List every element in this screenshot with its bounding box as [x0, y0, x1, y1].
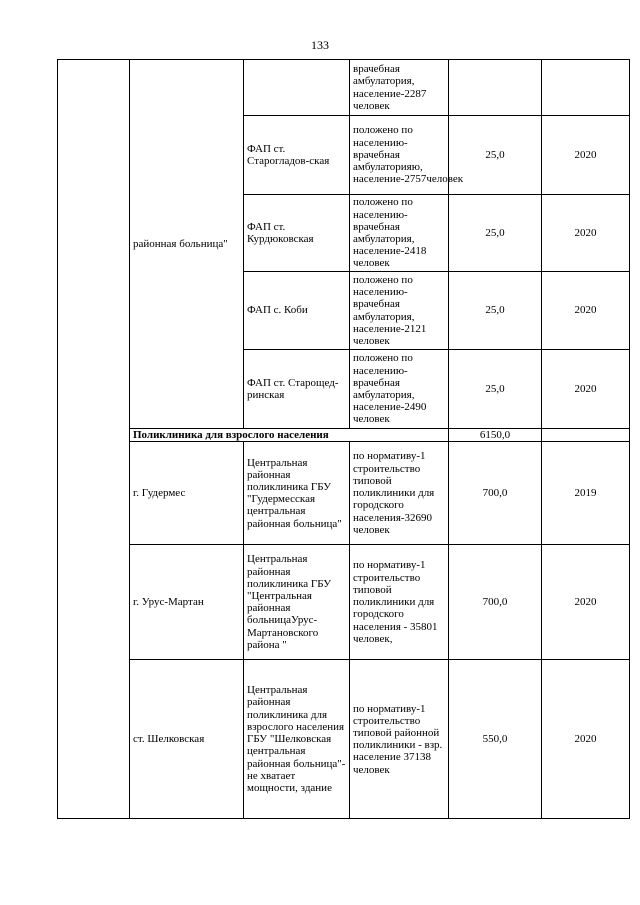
- facility-name-cell: ФАП ст. Старогладов-ская: [244, 116, 350, 195]
- capacity-cell: [449, 60, 542, 116]
- basis-cell: врачебная амбулатория, население-2287 человек: [350, 60, 449, 116]
- basis-cell: по нормативу-1 строительство типовой поликлиники для городского населения - 35801 человек,: [350, 545, 449, 660]
- basis-cell: положено по населению-врачебная амбулатория, население-2418 человек: [350, 195, 449, 272]
- facility-name-cell: [244, 60, 350, 116]
- year-cell: 2020: [542, 272, 630, 350]
- basis-cell: по нормативу-1 строительство типовой районной поликлиники - взр. население 37138 человек: [350, 660, 449, 819]
- capacity-cell: 700,0: [449, 545, 542, 660]
- section-title: Поликлиника для взрослого населения: [130, 429, 449, 442]
- capacity-cell: 25,0: [449, 116, 542, 195]
- year-cell: 2020: [542, 545, 630, 660]
- facility-name-cell: Центральная районная поликлиника ГБУ "Центральная районная больницаУрус-Мартановского района ": [244, 545, 350, 660]
- capacity-cell: 550,0: [449, 660, 542, 819]
- facility-name-cell: ФАП ст. Старощед-ринская: [244, 350, 350, 429]
- section-row: [58, 429, 630, 442]
- facility-name-cell: ФАП с. Коби: [244, 272, 350, 350]
- facilities-table: [57, 59, 630, 819]
- page-number: 133: [311, 38, 329, 52]
- facility-name-cell: Центральная районная поликлиника ГБУ "Гудермесская центральная районная больница": [244, 442, 350, 545]
- table-row: [58, 60, 630, 116]
- basis-cell: положено по населению-врачебная амбулаторияю, население-2757человек: [350, 116, 449, 195]
- year-cell: 2020: [542, 116, 630, 195]
- capacity-cell: 25,0: [449, 272, 542, 350]
- facility-name-cell: ФАП ст. Курдюковская: [244, 195, 350, 272]
- facility-name-cell: Центральная районная поликлиника для взрослого населения ГБУ "Шелковская центральная районная больница"-не хватает мощности, здание: [244, 660, 350, 819]
- area-cell: г. Урус-Мартан: [130, 545, 244, 660]
- year-cell: [542, 429, 630, 442]
- basis-cell: по нормативу-1 строительство типовой поликлиники для городского населения-32690 человек: [350, 442, 449, 545]
- table-row: [58, 660, 630, 819]
- capacity-cell: 25,0: [449, 350, 542, 429]
- basis-cell: положено по населению-врачебная амбулатория, население-2121 человек: [350, 272, 449, 350]
- year-cell: [542, 60, 630, 116]
- capacity-cell: 25,0: [449, 195, 542, 272]
- table-row: [58, 442, 630, 545]
- year-cell: 2020: [542, 660, 630, 819]
- capacity-cell: 700,0: [449, 442, 542, 545]
- section-total: 6150,0: [449, 429, 542, 442]
- area-cell: районная больница": [130, 60, 244, 429]
- area-cell: г. Гудермес: [130, 442, 244, 545]
- area-cell: ст. Шелковская: [130, 660, 244, 819]
- year-cell: 2020: [542, 350, 630, 429]
- year-cell: 2019: [542, 442, 630, 545]
- basis-cell: положено по населению-врачебная амбулатория, население-2490 человек: [350, 350, 449, 429]
- year-cell: 2020: [542, 195, 630, 272]
- table-row: [58, 545, 630, 660]
- leading-empty-column: [58, 60, 130, 819]
